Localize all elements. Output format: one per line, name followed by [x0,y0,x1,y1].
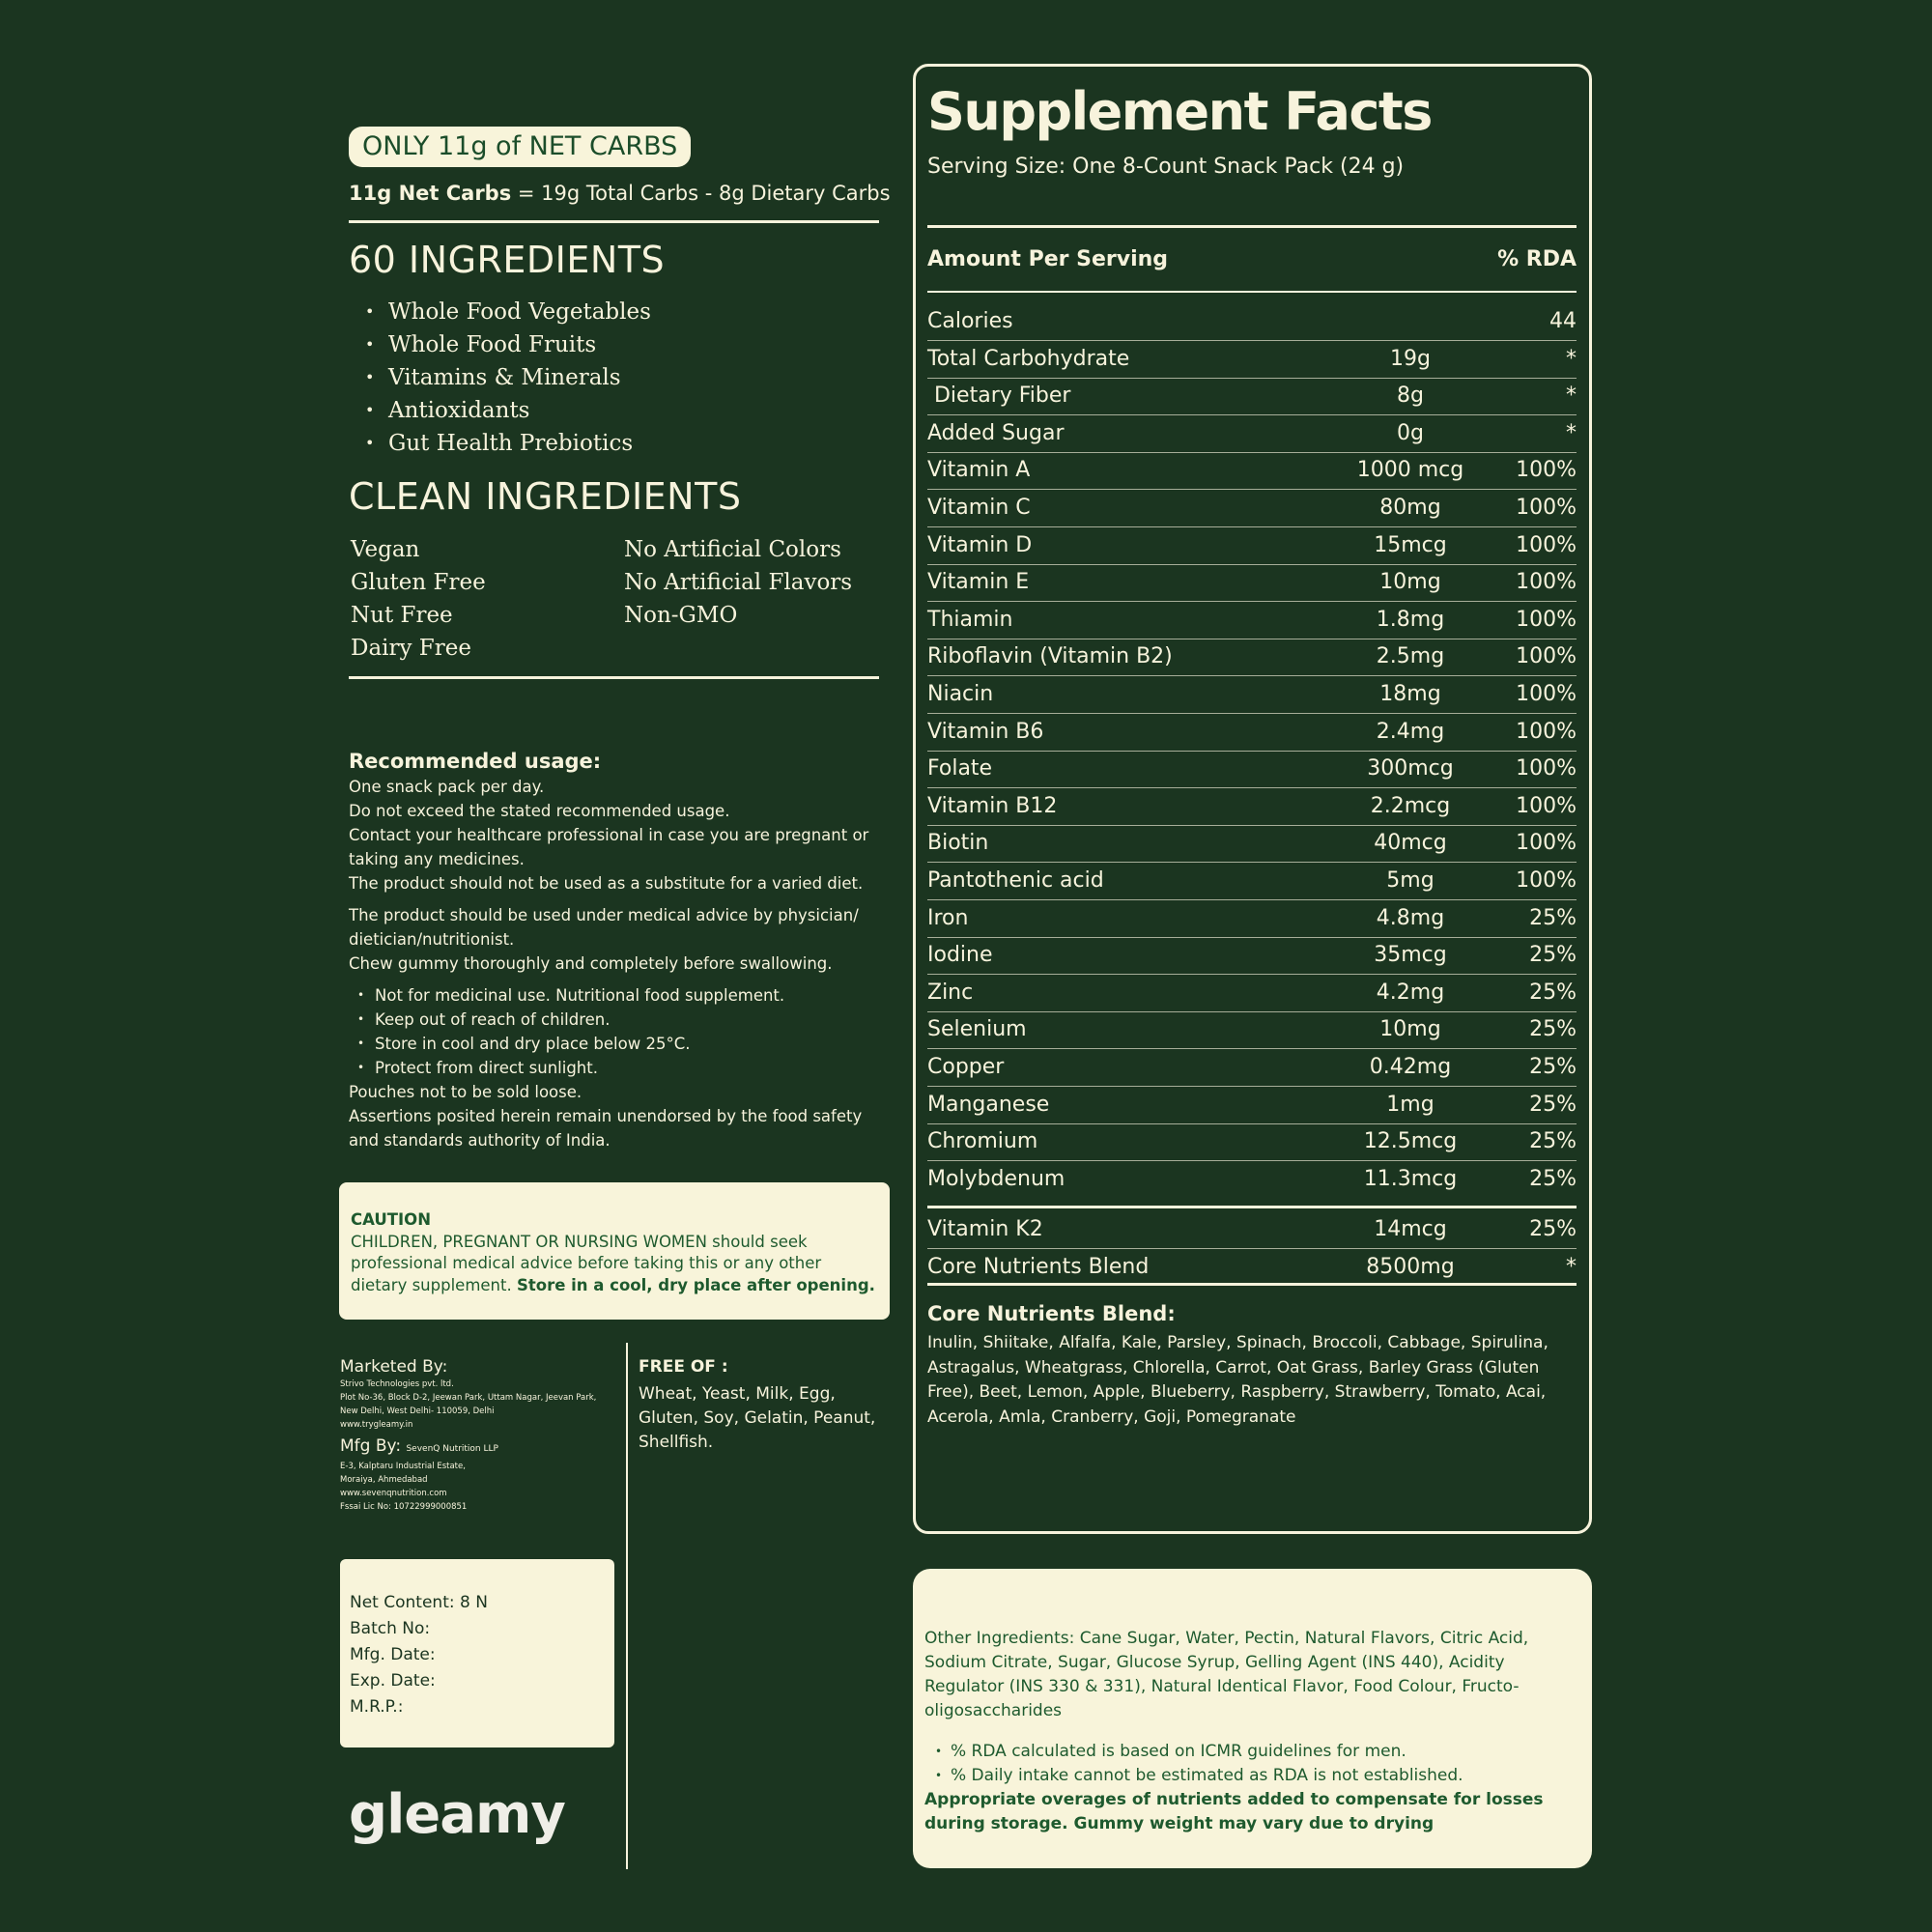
vertical-divider [626,1343,628,1869]
list-item: • % Daily intake cannot be estimated as RDA is not established. [924,1764,1580,1788]
table-row [927,1249,1577,1286]
nutrient-amount: 1mg [1386,1092,1435,1117]
table-row [927,676,1577,713]
nutrient-amount: 8g [1397,384,1424,409]
table-row [927,863,1577,899]
nutrient-rda: 100% [1516,793,1577,818]
batch-no: Batch No: [350,1619,431,1638]
divider [927,1283,1577,1286]
other-ingredients-text: Other Ingredients: Cane Sugar, Water, Pectin, Natural Flavors, Citric Acid, Sodium Citrate, Sugar, Glucose Syrup, Gelling Agent (INS 440), Acidity Regulator (INS 330 & 331), Natural Identical Flavor, Food Colour, Fructo-oligosaccharides [924,1629,1529,1720]
recommended-usage [349,748,890,1152]
nutrient-rda: * [1566,346,1577,371]
nutrient-rda: * [1566,1254,1577,1279]
mfg-name: SevenQ Nutrition LLP [406,1444,498,1454]
nutrient-amount: 5mg [1386,868,1435,893]
nutrient-amount: 8500mg [1366,1254,1455,1279]
list-item: Vegan [351,537,420,562]
marketed-line: Strivo Technologies pvt. ltd. [340,1379,454,1389]
usage-line: One snack pack per day. [349,778,545,796]
usage-line: Assertions posited herein remain unendorsed by the food safety and standards authority of India. [349,1107,863,1150]
list-item: • Protect from direct sunlight. [349,1056,890,1080]
nutrient-amount: 4.2mg [1376,980,1445,1005]
nutrient-name: Iron [927,905,969,930]
nutrient-name: Vitamin E [927,570,1030,595]
nutrient-rda: * [1566,420,1577,445]
nutrient-name: Thiamin [927,607,1013,632]
facts-header [927,247,1577,271]
nutrient-rda: * [1566,384,1577,409]
rda-notes [924,1740,1580,1788]
nutrient-name: Iodine [927,943,993,968]
mfg-line: E-3, Kalptaru Industrial Estate, [340,1462,466,1471]
nutrient-amount: 1000 mcg [1356,458,1464,483]
nutrient-rda: 100% [1516,532,1577,557]
nutrient-amount: 40mcg [1374,831,1447,856]
nutrient-amount: 0g [1397,420,1424,445]
nutrient-amount: 11.3mcg [1363,1166,1458,1191]
nutrient-rda: 100% [1516,868,1577,893]
marketed-line: New Delhi, West Delhi- 110059, Delhi [340,1406,495,1416]
nutrient-amount: 35mcg [1374,943,1447,968]
nutrient-name: Vitamin K2 [927,1217,1043,1241]
divider [927,225,1577,228]
table-row [927,1049,1577,1086]
nutrient-name: Manganese [927,1092,1050,1117]
nutrient-name: Total Carbohydrate [927,346,1130,371]
list-item: • Keep out of reach of children. [349,1008,890,1032]
usage-line: Do not exceed the stated recommended usage. [349,802,730,820]
table-row [927,1011,1577,1048]
nutrient-rda: 100% [1516,458,1577,483]
nutrient-rda: 25% [1529,1055,1577,1079]
nutrient-amount: 2.4mg [1376,719,1445,744]
nutrient-name: Selenium [927,1017,1027,1042]
clean-list-left [351,533,486,665]
usage-line: The product should not be used as a substitute for a varied diet. [349,874,864,893]
nutrient-amount: 15mcg [1374,532,1447,557]
mfg-title: Mfg By: [340,1436,402,1456]
list-item: • Not for medicinal use. Nutritional food supplement. [349,983,890,1008]
table-row [927,714,1577,751]
nutrient-rda: 25% [1529,1129,1577,1154]
nutrient-name: Zinc [927,980,974,1005]
table-row [927,490,1577,526]
nutrient-name: Copper [927,1055,1005,1079]
table-row [927,602,1577,639]
table-row [927,1161,1577,1198]
usage-bullets [349,983,890,1080]
caution-box [339,1182,890,1320]
nutrient-amount: 14mcg [1374,1217,1447,1241]
exp-date: Exp. Date: [350,1671,436,1690]
nutrient-amount: 300mcg [1367,756,1454,781]
nutrient-amount: 2.2mcg [1370,793,1451,818]
table-row [927,1087,1577,1123]
nutrient-name: Added Sugar [927,420,1065,445]
nutrient-amount: 2.5mg [1376,644,1445,669]
core-blend-text: Inulin, Shiitake, Alfalfa, Kale, Parsley, Spinach, Broccoli, Cabbage, Spirulina, Astragalus, Wheatgrass, Chlorella, Carrot, Oat Grass, Barley Grass (Gluten Free), Beet, Lemon, Apple, Blueberry, Raspberry, Strawberry, Tomato, Acai, Acerola, Amla, Cranberry, Goji, Pomegranate [927,1333,1548,1427]
net-carbs-bold: 11g Net Carbs [349,182,512,205]
table-row [927,1211,1577,1248]
divider [349,676,879,679]
list-item: Non-GMO [624,603,738,628]
mfg-line: Moraiya, Ahmedabad [340,1475,428,1485]
nutrient-rda: 25% [1529,1217,1577,1241]
table-row [927,639,1577,675]
nutrient-name: Vitamin A [927,458,1031,483]
nutrient-name: Calories [927,309,1013,333]
rda-label: % RDA [1497,247,1577,271]
table-row [927,825,1577,862]
divider [349,220,879,223]
table-row [927,900,1577,937]
list-item: • % RDA calculated is based on ICMR guidelines for men. [924,1740,1580,1764]
nutrient-name: Biotin [927,831,989,856]
list-item: Nut Free [351,603,453,628]
nutrient-amount: 18mg [1379,682,1441,706]
usage-title: Recommended usage: [349,750,602,773]
table-row [927,564,1577,601]
list-item: No Artificial Flavors [624,570,853,595]
nutrient-amount: 80mg [1379,496,1441,520]
mfg-date: Mfg. Date: [350,1645,436,1664]
nutrient-amount: 0.42mg [1369,1055,1452,1079]
net-carbs-badge: ONLY 11g of NET CARBS [349,127,691,167]
marketed-line: www.trygleamy.in [340,1420,413,1430]
caution-text: CHILDREN, PREGNANT OR NURSING WOMEN should seek professional medical advice before taking this or any other dietary supplement. [351,1232,822,1294]
table-row [927,788,1577,825]
divider [927,291,1577,293]
table-row [927,527,1577,564]
core-blend-title: Core Nutrients Blend: [927,1302,1176,1325]
brand-logo: gleamy [349,1783,565,1846]
free-of [639,1356,895,1455]
list-item: • Antioxidants [365,394,651,427]
nutrient-amount: 10mg [1379,570,1441,595]
nutrient-amount: 1.8mg [1376,607,1445,632]
table-row [927,937,1577,974]
nutrient-rda: 100% [1516,831,1577,856]
usage-line: Pouches not to be sold loose. [349,1083,582,1101]
supplement-facts-title: Supplement Facts [927,81,1432,142]
nutrient-amount: 12.5mcg [1363,1129,1458,1154]
table-row [927,1123,1577,1160]
other-ingredients-box [913,1569,1592,1868]
nutrient-rda: 25% [1529,1092,1577,1117]
caution-title: CAUTION [351,1210,431,1229]
mrp: M.R.P.: [350,1697,404,1717]
nutrient-name: Dietary Fiber [927,384,1071,409]
mfg-by [340,1435,620,1460]
usage-line: The product should be used under medical advice by physician/ dietician/nutritionist. [349,906,859,949]
table-row [927,378,1577,414]
nutrient-name: Chromium [927,1129,1038,1154]
nutrient-name: Core Nutrients Blend [927,1254,1150,1279]
list-item: Gluten Free [351,570,486,595]
clean-ingredients-heading: CLEAN INGREDIENTS [349,475,742,518]
nutrient-name: Vitamin B12 [927,793,1058,818]
nutrient-rda: 100% [1516,644,1577,669]
mfg-line: Fssai Lic No: 10722999000851 [340,1502,468,1512]
amount-per-serving-label: Amount Per Serving [927,247,1169,271]
ingredients-heading: 60 INGREDIENTS [349,239,666,281]
table-row [927,415,1577,452]
net-content-box [340,1559,614,1747]
nutrient-rda: 100% [1516,756,1577,781]
clean-list-right [624,533,852,632]
nutrient-amount: 10mg [1379,1017,1441,1042]
list-item: • Store in cool and dry place below 25°C. [349,1032,890,1056]
nutrient-rda: 100% [1516,719,1577,744]
table-row [927,341,1577,378]
table-row [927,303,1577,340]
list-item: • Gut Health Prebiotics [365,427,651,460]
nutrient-rda: 25% [1529,905,1577,930]
list-item: No Artificial Colors [624,537,841,562]
nutrient-amount: 19g [1390,346,1431,371]
list-item: • Whole Food Vegetables [365,296,651,328]
marketed-title: Marketed By: [340,1357,448,1377]
nutrient-rda: 100% [1516,682,1577,706]
nutrient-amount: 4.8mg [1376,905,1445,930]
nutrient-rda: 100% [1516,496,1577,520]
nutrient-rda: 100% [1516,570,1577,595]
nutrient-name: Riboflavin (Vitamin B2) [927,644,1173,669]
nutrient-rda: 25% [1529,1017,1577,1042]
net-carbs-formula [349,182,891,205]
marketed-by [340,1356,620,1514]
nutrient-name: Vitamin C [927,496,1031,520]
ingredients-list [365,296,651,460]
net-carbs-rest: = 19g Total Carbs - 8g Dietary Carbs [511,182,891,205]
mfg-line: www.sevenqnutrition.com [340,1489,447,1498]
nutrient-name: Vitamin D [927,532,1033,557]
nutrient-name: Niacin [927,682,994,706]
nutrient-rda: 25% [1529,980,1577,1005]
serving-size: Serving Size: One 8-Count Snack Pack (24 g) [927,155,1405,179]
free-of-title: FREE OF : [639,1357,728,1377]
nutrient-name: Folate [927,756,993,781]
net-content: Net Content: 8 N [350,1593,488,1612]
free-of-text: Wheat, Yeast, Milk, Egg, Gluten, Soy, Gelatin, Peanut, Shellfish. [639,1384,876,1452]
nutrient-rda: 25% [1529,943,1577,968]
nutrient-name: Pantothenic acid [927,868,1104,893]
overage-note: Appropriate overages of nutrients added to compensate for losses during storage. Gummy weight may vary due to drying [924,1790,1544,1833]
usage-line: Contact your healthcare professional in case you are pregnant or taking any medicines. [349,826,869,868]
table-row [927,751,1577,787]
list-item: • Vitamins & Minerals [365,361,651,394]
usage-line: Chew gummy thoroughly and completely before swallowing. [349,954,833,973]
table-row [927,452,1577,489]
nutrient-name: Molybdenum [927,1166,1065,1191]
nutrient-name: Vitamin B6 [927,719,1044,744]
marketed-line: Plot No-36, Block D-2, Jeewan Park, Uttam Nagar, Jeevan Park, [340,1393,597,1403]
caution-bold: Store in a cool, dry place after opening. [516,1275,875,1294]
divider [927,1206,1577,1208]
nutrient-rda: 44 [1549,309,1577,333]
list-item: • Whole Food Fruits [365,328,651,361]
list-item: Dairy Free [351,636,471,661]
nutrient-rda: 25% [1529,1166,1577,1191]
nutrient-rda: 100% [1516,607,1577,632]
table-row [927,975,1577,1011]
